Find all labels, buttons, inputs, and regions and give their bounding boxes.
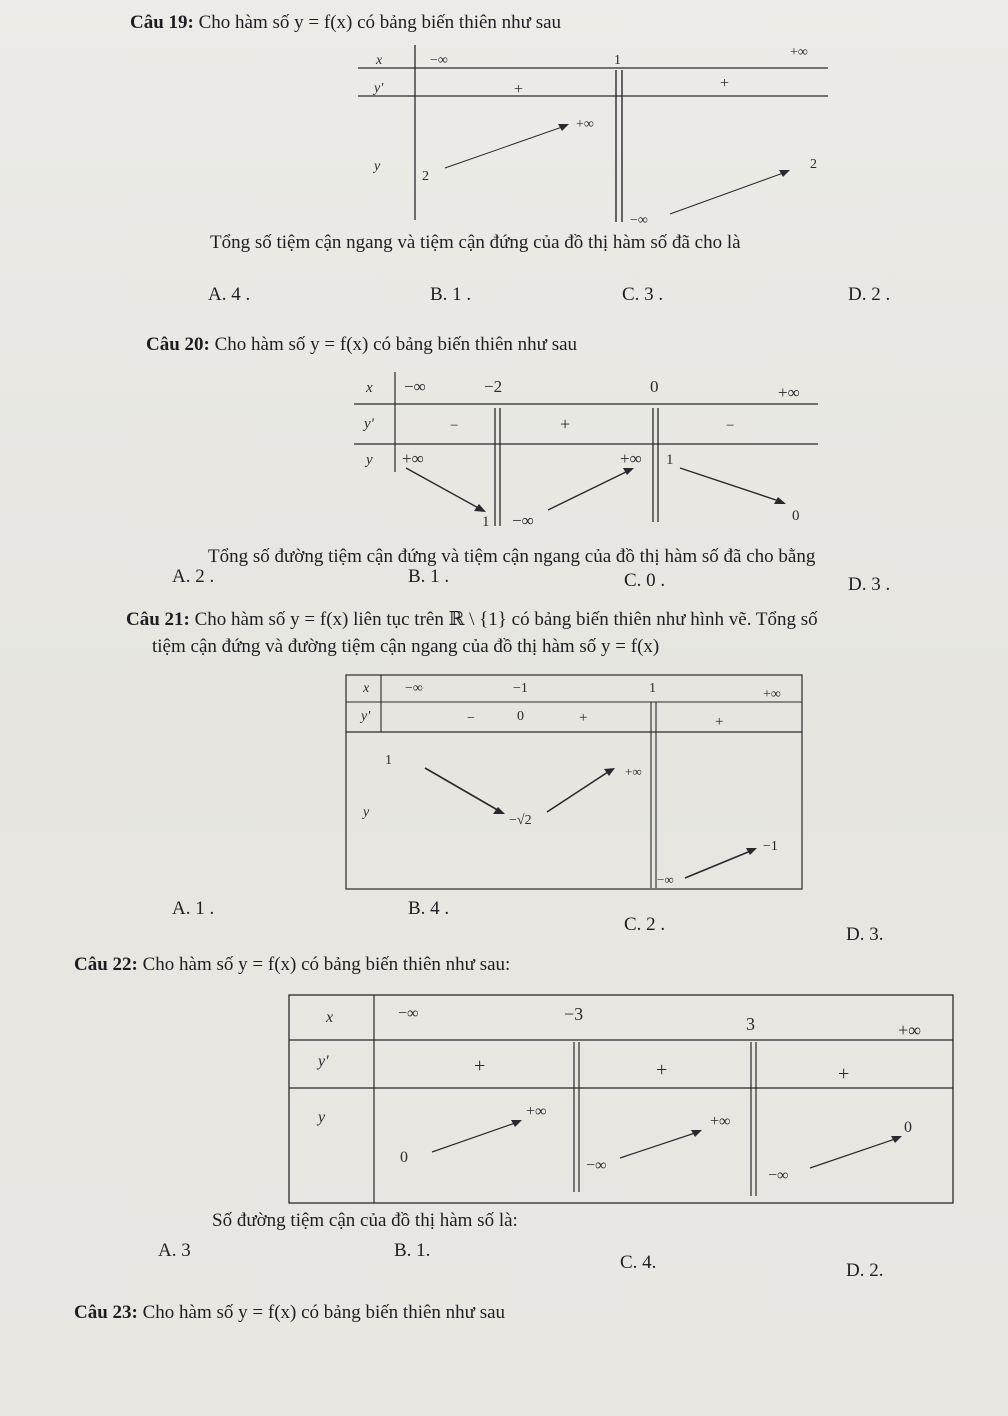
q21-x-label: x <box>363 681 370 696</box>
q20-y-val-4: 1 <box>666 452 674 468</box>
q22-y-val-5: 0 <box>904 1119 912 1136</box>
q19-x-val-2: +∞ <box>790 45 808 60</box>
q20-y-val-1: 1 <box>482 514 490 530</box>
q21-arrow-decreasing <box>425 768 501 812</box>
q19-arrow-increasing-2 <box>670 172 786 214</box>
q19-option-a[interactable]: A. 4 . <box>208 284 251 305</box>
q21-y-val-0: 1 <box>385 753 392 768</box>
q21-y-val-2: +∞ <box>625 764 642 779</box>
q22-yp-sign-1: + <box>656 1059 668 1081</box>
q22-option-a[interactable]: A. 3 <box>158 1240 191 1261</box>
q21-yp-sign-0: − <box>467 711 475 726</box>
q19-y-val-2: 2 <box>810 157 817 172</box>
q21-x-val-2: 1 <box>649 681 656 696</box>
q19-y-val-0: +∞ <box>576 117 594 132</box>
q22-variation-table <box>286 992 958 1208</box>
q21-yp-sign-2: + <box>579 710 588 726</box>
q22-option-c[interactable]: C. 4. <box>620 1252 657 1273</box>
q21-option-c[interactable]: C. 2 . <box>624 914 666 935</box>
q19-yp-sign-0: + <box>514 81 524 98</box>
q19-yp-label: y' <box>374 81 384 96</box>
q23-label: Câu 23: <box>74 1302 138 1323</box>
q23-text: Cho hàm số y = f(x) có bảng biến thiên như sau <box>142 1302 506 1323</box>
q20-y-val-2: −∞ <box>512 511 534 530</box>
q22-option-d[interactable]: D. 2. <box>846 1260 884 1281</box>
q21-table-border <box>346 675 802 889</box>
q19-label: Câu 19: <box>130 12 194 33</box>
q21-y-val-3: −1 <box>763 839 778 854</box>
q22-x-val-2: 3 <box>746 1014 755 1034</box>
q20-x-val-0: −∞ <box>404 377 426 396</box>
q22-yp-label: y' <box>318 1053 329 1070</box>
q22-text: Cho hàm số y = f(x) có bảng biến thiên như sau: <box>142 954 511 975</box>
q20-x-val-2: 0 <box>650 377 659 396</box>
q19-option-c[interactable]: C. 3 . <box>622 284 664 305</box>
q20-text: Cho hàm số y = f(x) có bảng biến thiên như sau <box>214 334 578 355</box>
q21-y-val-4: −∞ <box>657 872 674 887</box>
q20-yp-label: y' <box>364 416 374 432</box>
q21-heading <box>126 608 818 631</box>
q22-arrow-increasing-2 <box>620 1132 698 1158</box>
q21-text-line1: Cho hàm số y = f(x) liên tục trên ℝ \ {1} có bảng biến thiên như hình vẽ. Tổng số <box>194 609 818 630</box>
q20-y-val-5: 0 <box>792 508 800 524</box>
q21-option-b[interactable]: B. 4 . <box>408 898 450 919</box>
q20-option-a[interactable]: A. 2 . <box>172 566 215 587</box>
q21-y-val-1: −√2 <box>509 813 532 828</box>
q20-yp-sign-2: − <box>726 418 735 434</box>
q20-x-label: x <box>366 380 373 396</box>
q22-y-label: y <box>318 1109 326 1126</box>
q19-heading <box>130 12 561 34</box>
q20-x-val-3: +∞ <box>778 383 800 402</box>
q20-yp-sign-0: − <box>450 418 459 434</box>
q21-label: Câu 21: <box>126 609 190 630</box>
q22-prompt: Số đường tiệm cận của đồ thị hàm số là: <box>212 1210 518 1231</box>
q21-yp-sign-1: 0 <box>517 709 524 724</box>
q20-arrow-decreasing-1 <box>406 468 482 510</box>
q19-x-val-1: 1 <box>614 53 621 68</box>
q22-y-val-1: +∞ <box>526 1103 547 1120</box>
q21-yp-label: y' <box>361 709 371 724</box>
q21-arrow-increasing-1 <box>547 770 611 812</box>
q20-yp-sign-1: + <box>560 414 571 434</box>
q19-variation-table <box>350 40 840 230</box>
q19-option-b[interactable]: B. 1 . <box>430 284 472 305</box>
q19-x-label: x <box>376 53 383 68</box>
q20-y-val-3: +∞ <box>620 449 642 468</box>
q22-y-val-0: 0 <box>400 1149 408 1166</box>
q20-arrowhead-2 <box>623 468 634 475</box>
q19-prompt: Tổng số tiệm cận ngang và tiệm cận đứng của đồ thị hàm số đã cho là <box>210 232 741 253</box>
q22-option-b[interactable]: B. 1. <box>394 1240 431 1261</box>
q20-label: Câu 20: <box>146 334 210 355</box>
q21-option-d[interactable]: D. 3. <box>846 924 884 945</box>
q22-label: Câu 22: <box>74 954 138 975</box>
q22-table-border <box>289 995 953 1203</box>
q20-option-d[interactable]: D. 3 . <box>848 574 891 595</box>
q21-x-val-0: −∞ <box>405 681 423 696</box>
q21-y-label: y <box>363 805 370 820</box>
q20-y-val-0: +∞ <box>402 449 424 468</box>
q20-option-b[interactable]: B. 1 . <box>408 566 450 587</box>
q19-text: Cho hàm số y = f(x) có bảng biến thiên như sau <box>198 12 562 33</box>
q19-y-val-1: 2 <box>422 169 429 184</box>
q20-arrow-decreasing-2 <box>680 468 782 502</box>
q20-option-c[interactable]: C. 0 . <box>624 570 666 591</box>
q22-arrow-increasing-3 <box>810 1138 898 1168</box>
q22-y-val-2: −∞ <box>586 1157 607 1174</box>
q20-arrowhead-1 <box>474 504 486 512</box>
q20-variation-table <box>350 368 822 530</box>
q22-x-val-0: −∞ <box>398 1005 419 1022</box>
q22-heading <box>74 954 510 976</box>
q22-y-val-4: −∞ <box>768 1167 789 1184</box>
q22-x-val-3: +∞ <box>898 1020 921 1040</box>
q22-yp-sign-0: + <box>474 1055 486 1077</box>
q21-arrow-increasing-2 <box>685 850 753 878</box>
q19-yp-sign-1: + <box>720 75 730 92</box>
q19-option-d[interactable]: D. 2 . <box>848 284 891 305</box>
q21-x-val-3: +∞ <box>763 687 781 702</box>
q20-y-label: y <box>366 452 373 468</box>
q20-prompt: Tổng số đường tiệm cận đứng và tiệm cận ngang của đồ thị hàm số đã cho bằng <box>208 546 816 567</box>
q20-arrow-increasing <box>548 470 630 510</box>
q22-x-label: x <box>326 1009 334 1026</box>
q22-y-val-3: +∞ <box>710 1113 731 1130</box>
q22-x-val-1: −3 <box>564 1004 584 1024</box>
q21-yp-sign-3: + <box>715 714 724 730</box>
q19-x-val-0: −∞ <box>430 53 448 68</box>
q22-arrow-increasing-1 <box>432 1122 518 1152</box>
q22-yp-sign-2: + <box>838 1063 850 1085</box>
q21-option-a[interactable]: A. 1 . <box>172 898 215 919</box>
q21-x-val-1: −1 <box>513 681 528 696</box>
q20-heading <box>146 334 577 356</box>
q21-text-line2: tiệm cận đứng và đường tiệm cận ngang của đồ thị hàm số y = f(x) <box>152 636 660 657</box>
q19-y-val-3: −∞ <box>630 213 648 228</box>
q21-variation-table <box>343 672 807 894</box>
q19-arrow-increasing-1 <box>445 126 565 168</box>
q21-arrowhead-2 <box>604 768 615 776</box>
q20-x-val-1: −2 <box>484 377 503 396</box>
q19-y-label: y <box>374 159 381 174</box>
q23-heading <box>74 1302 505 1324</box>
